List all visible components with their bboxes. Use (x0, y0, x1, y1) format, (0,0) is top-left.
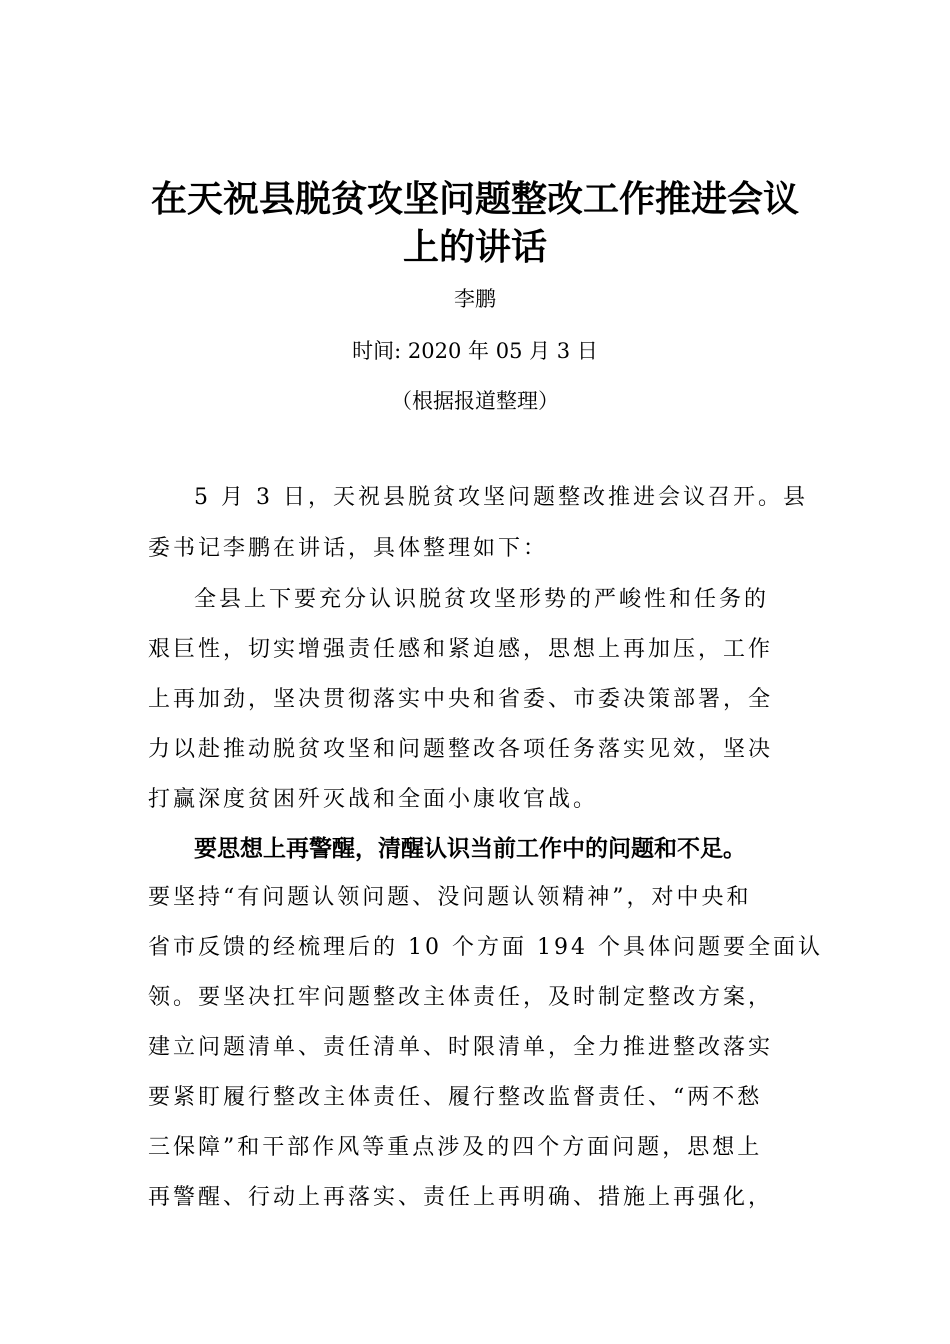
paragraph-line: 省市反馈的经梳理后的 10 个方面 194 个具体问题要全面认 (148, 935, 823, 960)
paragraph-line: 力以赴推动脱贫攻坚和问题整改各项任务落实见效，坚决 (148, 737, 774, 762)
author: 李鹏 (454, 287, 496, 311)
paragraph-line: 要紧盯履行整改主体责任、履行整改监督责任、“两不愁 (148, 1085, 763, 1110)
paragraph-line: 上再加劲，坚决贯彻落实中央和省委、市委决策部署，全 (148, 687, 774, 712)
paragraph-line: 5 月 3 日，天祝县脱贫攻坚问题整改推进会议召开。县 (194, 485, 808, 510)
paragraph-line: 委书记李鹏在讲话，具体整理如下： (148, 536, 549, 561)
paragraph-line: 艰巨性，切实增强责任感和紧迫感，思想上再加压，工作 (148, 637, 774, 662)
paragraph-line: 三保障”和干部作风等重点涉及的四个方面问题，思想上 (148, 1135, 763, 1160)
paragraph-line: 再警醒、行动上再落实、责任上再明确、措施上再强化， (148, 1185, 774, 1210)
paragraph-line: 全县上下要充分认识脱贫攻坚形势的严峻性和任务的 (194, 587, 770, 612)
paragraph-line: 打赢深度贫困歼灭战和全面小康收官战。 (148, 787, 599, 812)
document-title-line-2: 上的讲话 (402, 227, 547, 268)
paragraph-line: 领。要坚决扛牢问题整改主体责任，及时制定整改方案， (148, 985, 774, 1010)
paragraph-line: 要坚持“有问题认领问题、没问题认领精神”，对中央和 (148, 885, 752, 910)
bold-lead-sentence: 要思想上再警醒，清醒认识当前工作中的问题和不足。 (194, 836, 746, 862)
date-line: 时间: 2020 年 05 月 3 日 (352, 339, 598, 363)
source-note: （根据报道整理） (391, 389, 559, 413)
document-title-line-1: 在天祝县脱贫攻坚问题整改工作推进会议 (150, 179, 799, 220)
paragraph-line: 建立问题清单、责任清单、时限清单，全力推进整改落实 (148, 1035, 774, 1060)
